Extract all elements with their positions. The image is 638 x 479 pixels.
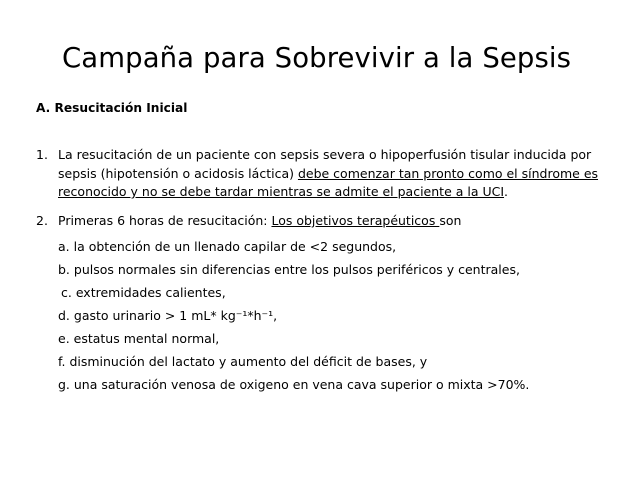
item1-line2 bbox=[58, 166, 598, 182]
section-heading: A. Resucitación Inicial bbox=[36, 101, 188, 115]
item1-line3-end: . bbox=[504, 184, 509, 199]
item1-line1: La resucitación de un paciente con sepsis severa o hipoperfusión tisular inducida por bbox=[58, 147, 592, 162]
item2-intro bbox=[58, 213, 461, 229]
item2-intro-end: son bbox=[439, 213, 462, 228]
goal-c: c. extremidades calientes, bbox=[61, 285, 226, 300]
item2-intro-underlined: Los objetivos terapéuticos bbox=[271, 213, 440, 228]
item1-line2-text: sepsis (hipotensión o acidosis láctica) bbox=[58, 166, 298, 181]
goal-f: f. disminución del lactato y aumento del déficit de bases, y bbox=[58, 354, 428, 369]
item1-line3 bbox=[58, 184, 508, 200]
item1-line3-underlined: reconocido y no se debe tardar mientras se admite el paciente a la UCI bbox=[58, 184, 505, 199]
goal-b: b. pulsos normales sin diferencias entre los pulsos periféricos y centrales, bbox=[58, 262, 520, 277]
item1-line2-underlined: debe comenzar tan pronto como el síndrome es bbox=[297, 166, 599, 181]
goal-e: e. estatus mental normal, bbox=[58, 331, 220, 346]
list-number-1: 1. bbox=[36, 147, 48, 162]
list-number-2: 2. bbox=[36, 213, 48, 228]
goal-a: a. la obtención de un llenado capilar de <2 segundos, bbox=[58, 239, 397, 254]
slide-title: Campaña para Sobrevivir a la Sepsis bbox=[62, 42, 572, 74]
goal-g: g. una saturación venosa de oxigeno en vena cava superior o mixta >70%. bbox=[58, 377, 530, 392]
goal-d: d. gasto urinario > 1 mL* kg⁻¹*h⁻¹, bbox=[58, 308, 278, 323]
item2-intro-text: Primeras 6 horas de resucitación: bbox=[58, 213, 272, 228]
